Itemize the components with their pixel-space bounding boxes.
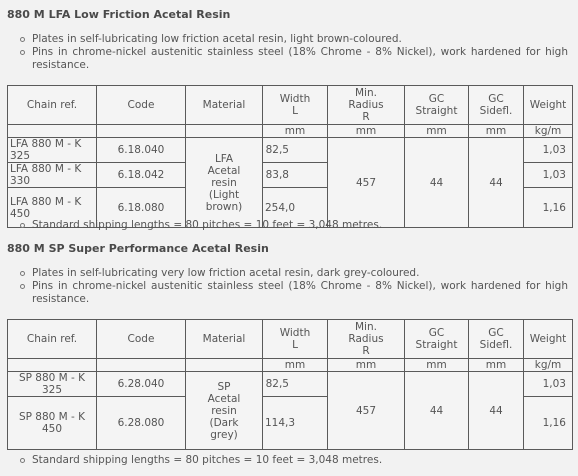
units-row (8, 125, 573, 138)
shipping-note: Standard shipping lengths = 80 pitches = 10 feet = 3,048 metres. (20, 454, 382, 466)
chain-ref-cell: SP 880 M - K 450 (8, 397, 97, 450)
code-cell: 6.18.042 (97, 163, 186, 188)
gc-straight-cell: 44 (405, 372, 469, 450)
gc-sidefl-cell: 44 (469, 138, 524, 228)
width-cell: 254,0 (263, 188, 328, 228)
code-cell: 6.28.080 (97, 397, 186, 450)
table-row (8, 138, 573, 163)
feature-item: Plates in self-lubricating low friction acetal resin, light brown-coloured. (20, 33, 568, 46)
feature-item: Pins in chrome-nickel austenitic stainless steel (18% Chrome - 8% Nickel), work hardened for high resistance. (20, 280, 568, 306)
header-weight: Weight (524, 320, 573, 359)
spec-table (7, 85, 573, 228)
code-cell: 6.28.040 (97, 372, 186, 397)
unit-cell: kg/m (524, 359, 573, 372)
header-gc-straight: GC Straight (405, 320, 469, 359)
width-cell: 82,5 (263, 138, 328, 163)
unit-cell: mm (469, 359, 524, 372)
weight-cell: 1,16 (524, 397, 573, 450)
unit-cell: mm (328, 125, 405, 138)
header-material: Material (186, 86, 263, 125)
section-title: 880 M LFA Low Friction Acetal Resin (7, 8, 231, 21)
header-radius: Min. Radius R (328, 86, 405, 125)
header-weight: Weight (524, 86, 573, 125)
chain-ref-cell: LFA 880 M - K 330 (8, 163, 97, 188)
material-cell: SP Acetal resin (Dark grey) (186, 372, 263, 450)
unit-cell: kg/m (524, 125, 573, 138)
table-row (8, 372, 573, 397)
feature-item: Pins in chrome-nickel austenitic stainless steel (18% Chrome - 8% Nickel), work hardened for high resistance. (20, 46, 568, 72)
unit-cell: mm (328, 359, 405, 372)
header-code: Code (97, 86, 186, 125)
section-title: 880 M SP Super Performance Acetal Resin (7, 242, 269, 255)
header-chain-ref: Chain ref. (8, 86, 97, 125)
gc-straight-cell: 44 (405, 138, 469, 228)
header-radius: Min. Radius R (328, 320, 405, 359)
header-gc-straight: GC Straight (405, 86, 469, 125)
feature-list (20, 33, 568, 72)
radius-cell: 457 (328, 138, 405, 228)
unit-cell: mm (263, 359, 328, 372)
weight-cell: 1,03 (524, 163, 573, 188)
spec-table (7, 319, 573, 450)
header-gc-sidefl: GC Sidefl. (469, 86, 524, 125)
header-code: Code (97, 320, 186, 359)
header-chain-ref: Chain ref. (8, 320, 97, 359)
code-cell: 6.18.040 (97, 138, 186, 163)
width-cell: 114,3 (263, 397, 328, 450)
unit-cell: mm (405, 125, 469, 138)
gc-sidefl-cell: 44 (469, 372, 524, 450)
header-width: Width L (263, 320, 328, 359)
header-gc-sidefl: GC Sidefl. (469, 320, 524, 359)
width-cell: 82,5 (263, 372, 328, 397)
weight-cell: 1,16 (524, 188, 573, 228)
feature-item: Plates in self-lubricating very low friction acetal resin, dark grey-coloured. (20, 267, 568, 280)
weight-cell: 1,03 (524, 372, 573, 397)
unit-cell: mm (263, 125, 328, 138)
radius-cell: 457 (328, 372, 405, 450)
code-cell: 6.18.080 (97, 188, 186, 228)
chain-ref-cell: LFA 880 M - K 325 (8, 138, 97, 163)
width-cell: 83,8 (263, 163, 328, 188)
feature-list (20, 267, 568, 306)
unit-cell: mm (469, 125, 524, 138)
unit-cell: mm (405, 359, 469, 372)
weight-cell: 1,03 (524, 138, 573, 163)
units-row (8, 359, 573, 372)
chain-ref-cell: SP 880 M - K 325 (8, 372, 97, 397)
material-cell: LFA Acetal resin (Light brown) (186, 138, 263, 228)
shipping-note: Standard shipping lengths = 80 pitches = 10 feet = 3,048 metres. (20, 219, 382, 231)
header-width: Width L (263, 86, 328, 125)
header-material: Material (186, 320, 263, 359)
chain-ref-cell: LFA 880 M - K 450 (8, 188, 97, 228)
